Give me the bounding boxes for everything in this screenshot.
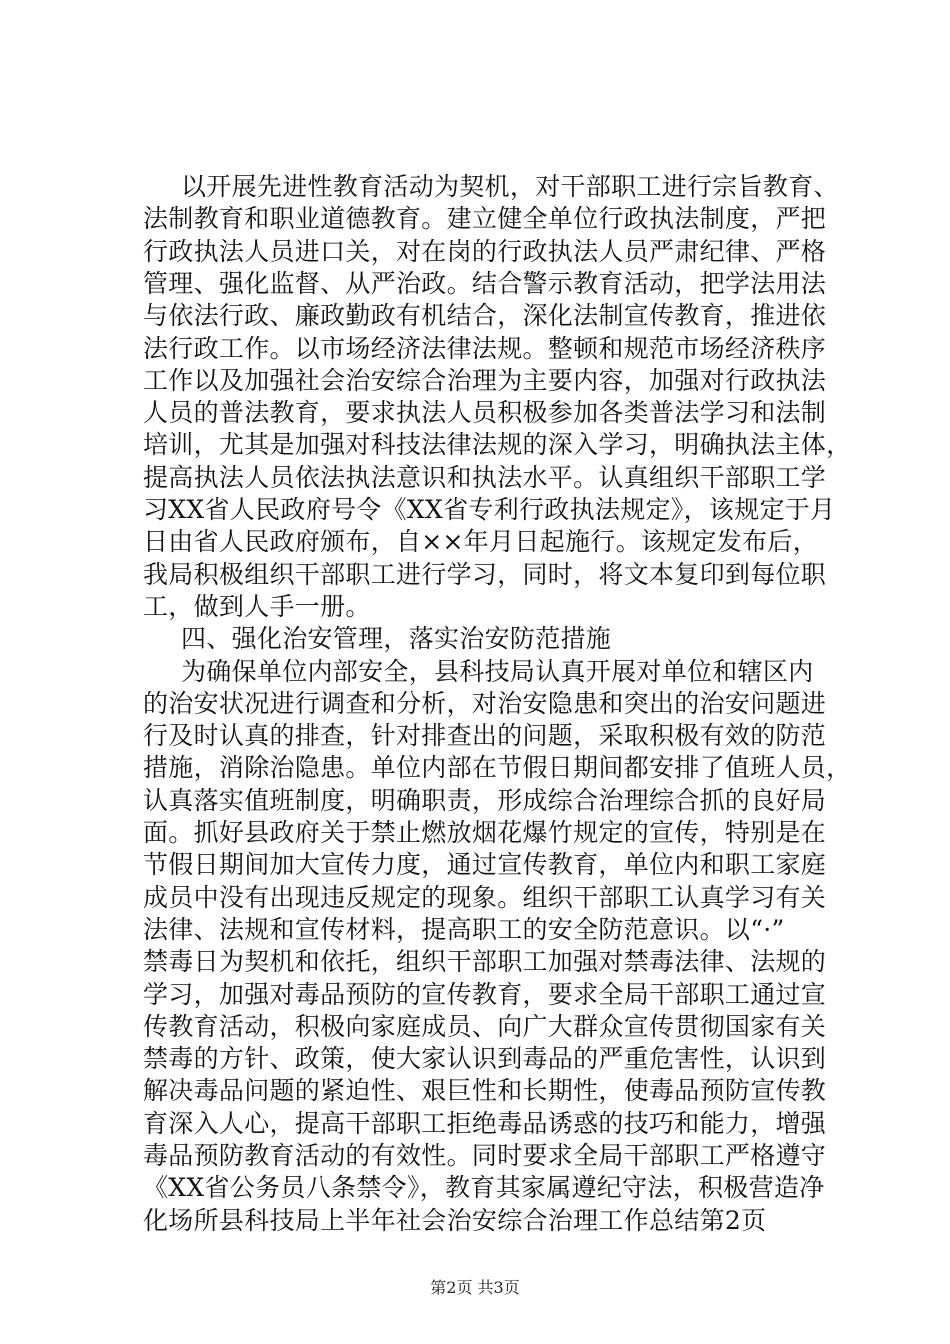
paragraph-line: 认真落实值班制度，明确职责，形成综合治理综合抓的良好局: [143, 785, 827, 815]
paragraph-line: 与依法行政、廉政勤政有机结合，深化法制宣传教育，推进依: [143, 301, 827, 331]
paragraph-line: 节假日期间加大宣传力度，通过宣传教育，单位内和职工家庭: [143, 850, 827, 880]
paragraph-line: 面。抓好县政府关于禁止燃放烟花爆竹规定的宣传，特别是在: [143, 818, 827, 847]
paragraph-line: 以开展先进性教育活动为契机，对干部职工进行宗旨教育、: [181, 172, 839, 201]
paragraph-line: 行及时认真的排查，针对排查出的问题，采取积极有效的防范: [143, 721, 827, 751]
paragraph-line: 法律、法规和宣传材料，提高职工的安全防范意识。以“·”: [143, 914, 785, 944]
paragraph-line: 禁毒日为契机和依托，组织干部职工加强对禁毒法律、法规的: [143, 947, 827, 977]
paragraph-line: 法行政工作。以市场经济法律法规。整顿和规范市场经济秩序: [143, 333, 827, 363]
paragraph-line: 日由省人民政府颁布，自××年月日起施行。该规定发布后，: [143, 527, 818, 557]
section-heading: 四、强化治安管理，落实治安防范措施: [181, 624, 612, 654]
paragraph-line: 成员中没有出现违反规定的现象。组织干部职工认真学习有关: [143, 882, 827, 912]
paragraph-line: 毒品预防教育活动的有效性。同时要求全局干部职工严格遵守: [143, 1141, 827, 1170]
paragraph-line: 工，做到人手一册。: [143, 591, 371, 621]
paragraph-line: 《XX省公务员八条禁令》，教育其家属遵纪守法，积极营造净: [143, 1173, 825, 1203]
paragraph-line: 化场所县科技局上半年社会治安综合治理工作总结第2页: [143, 1205, 767, 1235]
paragraph-line: 的治安状况进行调查和分析，对治安隐患和突出的治安问题进: [143, 688, 827, 718]
paragraph-line: 人员的普法教育，要求执法人员积极参加各类普法学习和法制: [143, 398, 827, 428]
paragraph-line: 措施，消除治隐患。单位内部在节假日期间都安排了值班人员，: [143, 753, 852, 783]
paragraph-line: 工作以及加强社会治安综合治理为主要内容，加强对行政执法: [143, 365, 827, 395]
page-footer: 第2页 共3页: [430, 1278, 520, 1297]
paragraph-line: 培训，尤其是加强对科技法律法规的深入学习，明确执法主体，: [143, 430, 852, 460]
paragraph-line: 法制教育和职业道德教育。建立健全单位行政执法制度，严把: [143, 204, 827, 234]
paragraph-line: 禁毒的方针、政策，使大家认识到毒品的严重危害性，认识到: [143, 1044, 827, 1074]
paragraph-line: 育深入人心，提高干部职工拒绝毒品诱惑的技巧和能力，增强: [143, 1108, 827, 1138]
paragraph-line: 管理、强化监督、从严治政。结合警示教育活动，把学法用法: [143, 268, 827, 298]
paragraph-line: 提高执法人员依法执法意识和执法水平。认真组织干部职工学: [143, 462, 827, 492]
paragraph-line: 学习，加强对毒品预防的宣传教育，要求全局干部职工通过宣: [143, 979, 827, 1009]
paragraph-line: 传教育活动，积极向家庭成员、向广大群众宣传贯彻国家有关: [143, 1011, 827, 1041]
paragraph-line: 我局积极组织干部职工进行学习，同时，将文本复印到每位职: [143, 559, 827, 589]
paragraph-line: 行政执法人员进口关，对在岗的行政执法人员严肃纪律、严格: [143, 236, 827, 266]
paragraph-line: 习XX省人民政府号令《XX省专利行政执法规定》，该规定于月: [143, 495, 836, 524]
paragraph-line: 为确保单位内部安全，县科技局认真开展对单位和辖区内: [181, 656, 814, 686]
paragraph-line: 解决毒品问题的紧迫性、艰巨性和长期性，使毒品预防宣传教: [143, 1076, 827, 1106]
